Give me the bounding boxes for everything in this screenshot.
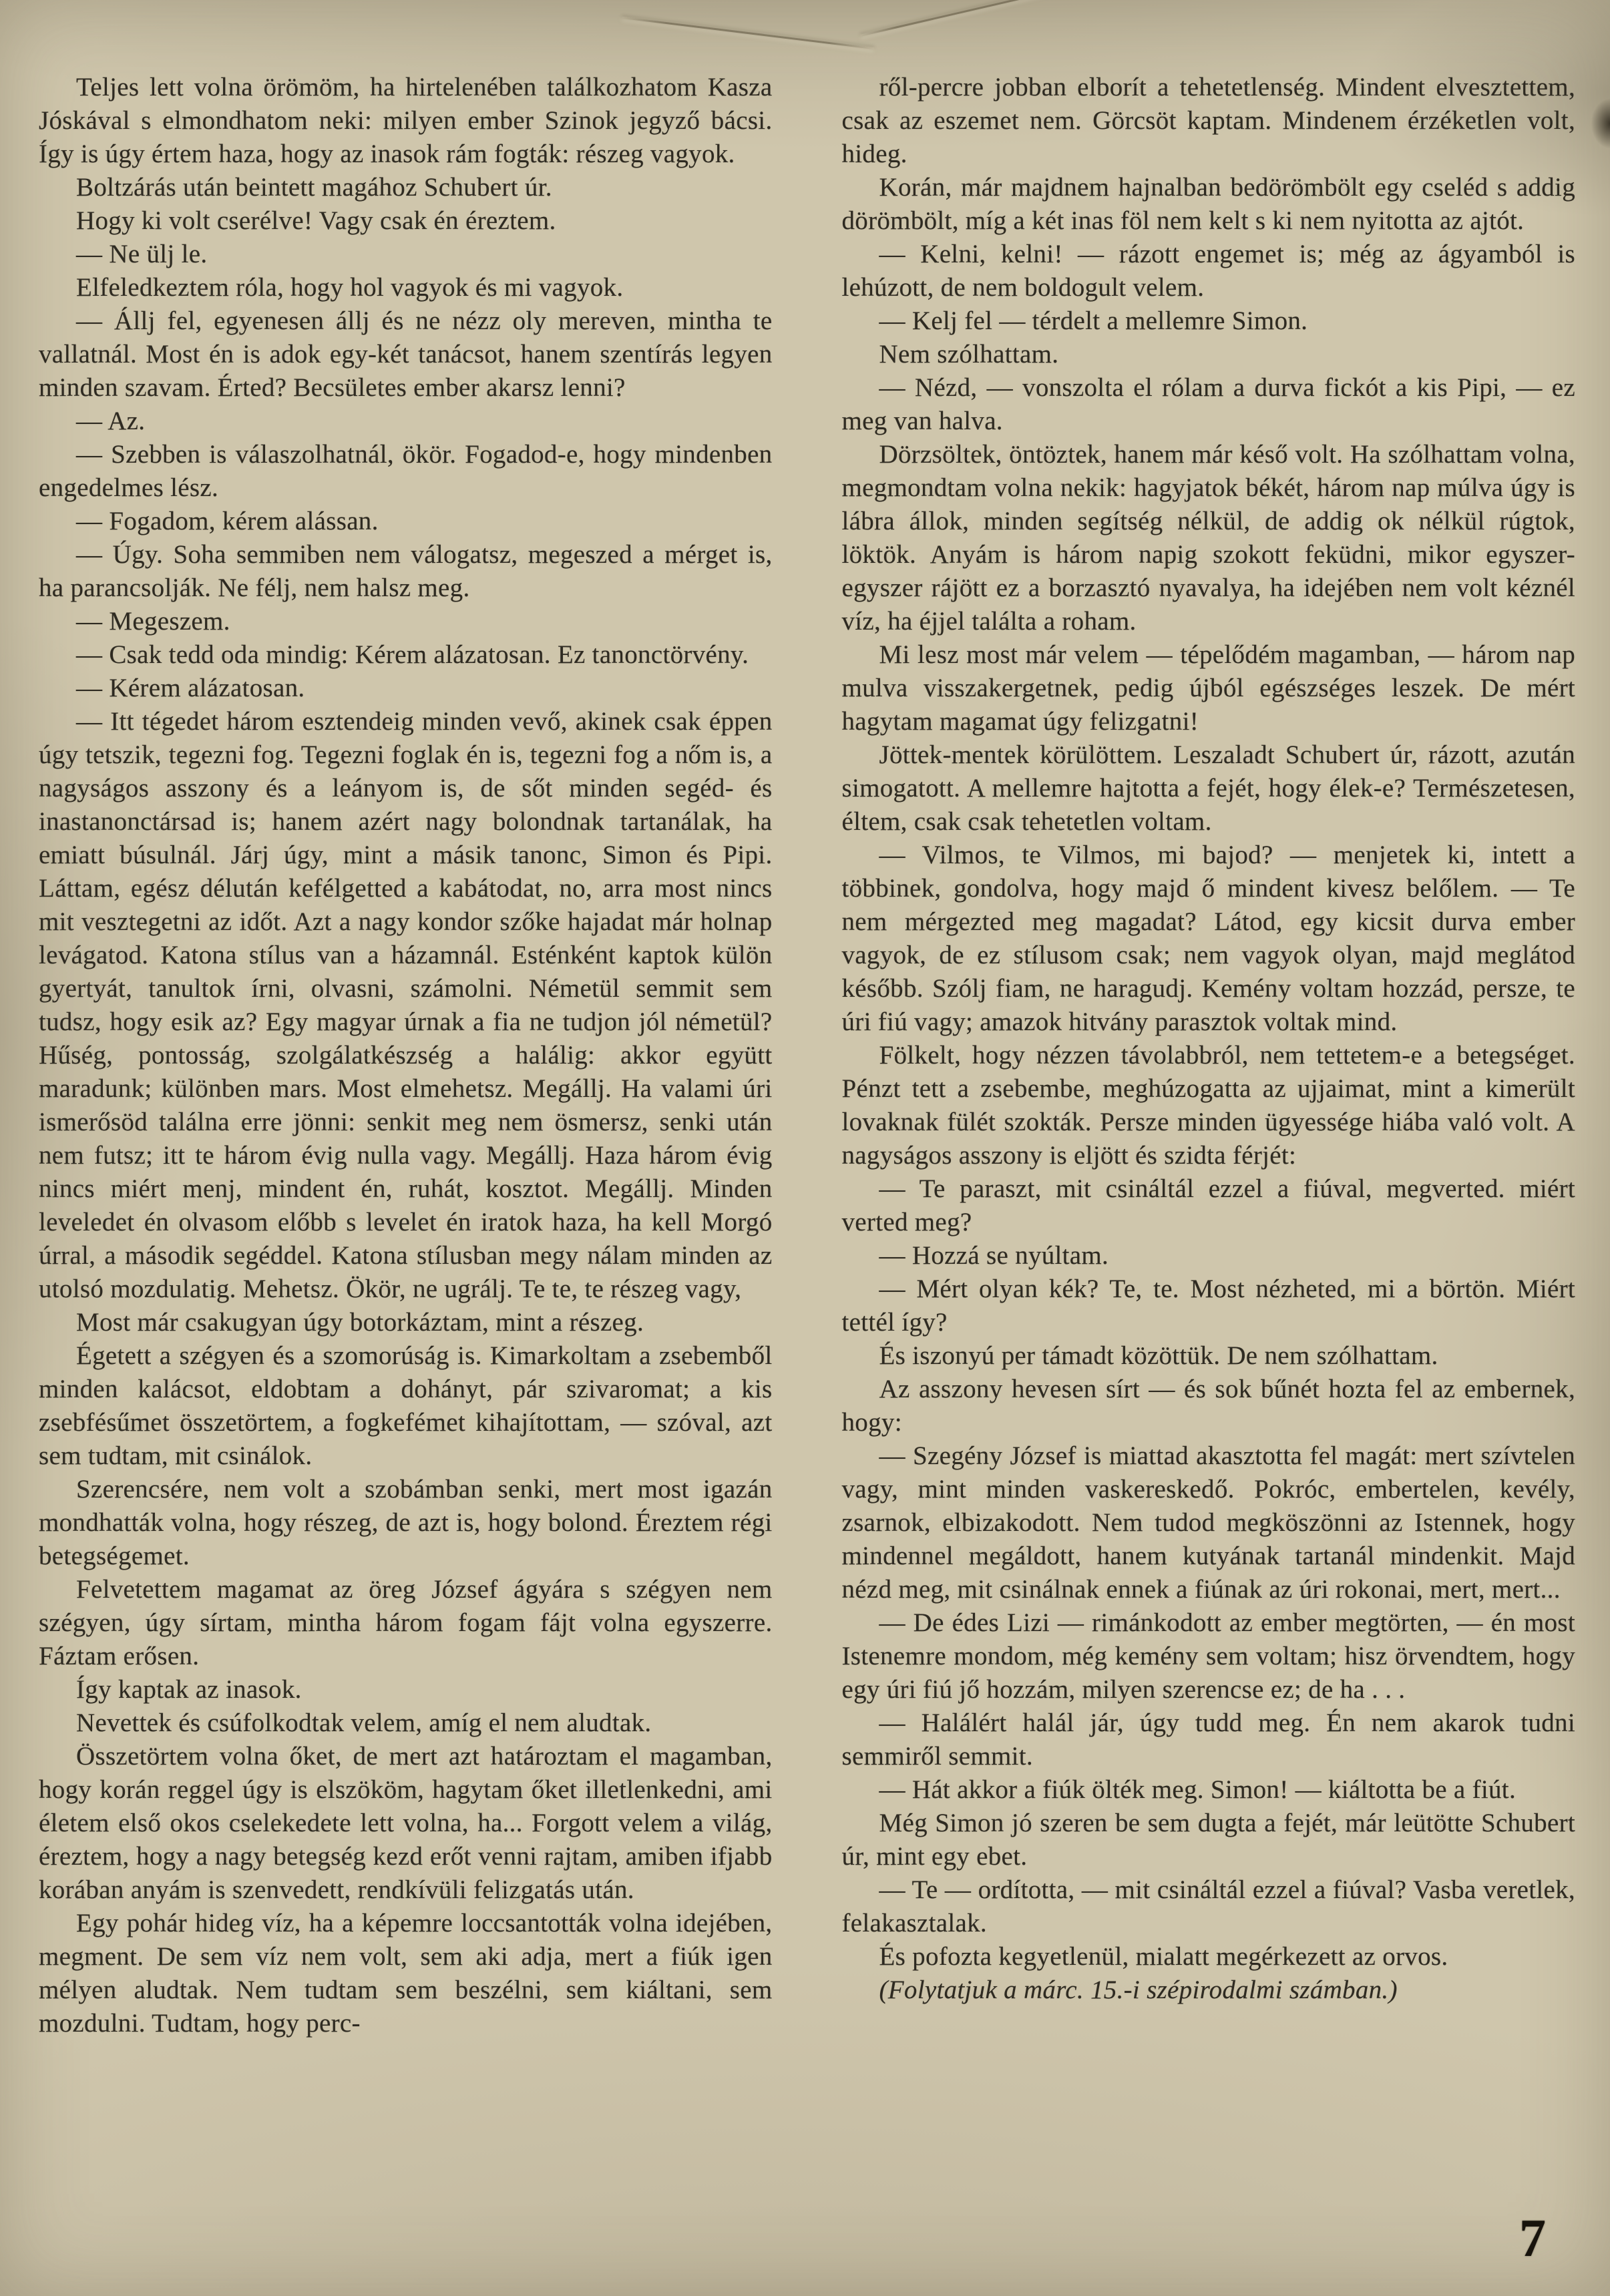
paragraph: — Csak tedd oda mindig: Kérem alázatosan. Ez tanonctörvény. (76, 640, 749, 669)
paragraph: — Az. (76, 407, 146, 435)
paragraph: — Te paraszt, mit csináltál ezzel a fiúval, megverted. miért verted meg? (841, 1174, 1575, 1236)
paragraph: — Halálért halál jár, úgy tudd meg. Én nem akarok tudni semmiről semmit. (841, 1708, 1575, 1771)
paragraph: Égetett a szégyen és a szomorúság is. Kimarkoltam a zsebemből minden kalácsot, eldobtam a dohányt, pár szivaromat; a kis zsebfésűmet összetörtem, a fogkefémet kihajítottam, — szóval, azt sem tudtam, mit csinálok. (39, 1341, 773, 1470)
paragraph: ről-percre jobban elborít a tehetetlenség. Mindent elvesztettem, csak az eszemet nem. Görcsöt kaptam. Mindenem érzéketlen volt, hideg. (841, 73, 1575, 168)
page-number: 7 (1519, 2209, 1546, 2268)
paragraph: Hogy ki volt cserélve! Vagy csak én éreztem. (76, 206, 556, 235)
paragraph: — Szebben is válaszolhatnál, ökör. Fogadod-e, hogy mindenben engedelmes lész. (39, 440, 773, 502)
paragraph: Fölkelt, hogy nézzen távolabbról, nem tettetem-e a betegséget. Pénzt tett a zsebembe, meghúzogatta az ujjaimat, mint a kimerült lovaknak fülét szokták. Persze minden ügyessége hiába való volt. A nagyságos asszony is eljött és szidta férjét: (841, 1041, 1575, 1170)
paragraph: Elfeledkeztem róla, hogy hol vagyok és mi vagyok. (76, 273, 624, 302)
paragraph: És pofozta kegyetlenül, mialatt megérkezett az orvos. (879, 1942, 1448, 1971)
paragraph: (Folytatjuk a márc. 15.-i szépirodalmi számban.) (879, 1976, 1398, 2004)
paragraph: — Ne ülj le. (76, 240, 208, 268)
fold-crease-left (622, 17, 874, 49)
paragraph: És iszonyú per támadt közöttük. De nem szólhattam. (879, 1341, 1438, 1370)
paragraph: — Nézd, — vonszolta el rólam a durva fickót a kis Pipi, — ez meg van halva. (841, 373, 1575, 435)
paragraph: Dörzsöltek, öntöztek, hanem már késő volt. Ha szólhattam volna, megmondtam volna nekik: hagyjatok békét, három nap múlva úgy is lábra állok, minden segítség nélkül, de addig ok nélkül rúgtok, löktök. Anyám is három napig szokott feküdni, mikor egyszer-egyszer rájött ez a borzasztó nyavalya, ha idejében nem volt kéznél víz, ha éjjel találta a roham. (841, 440, 1575, 636)
left-column (39, 71, 773, 2040)
paragraph: — Kérem alázatosan. (76, 674, 305, 702)
paragraph: — Itt tégedet három esztendeig minden vevő, akinek csak éppen úgy tetszik, tegezni fog. Tegezni foglak én is, tegezni fog a nőm is, a nagyságos asszony és a leányom is, de sőt minden segéd- és inastanonctársad is; hanem azért nagy bolondnak tartanálak, ha emiatt búsulnál. Járj úgy, mint a másik tanonc, Simon és Pipi. Láttam, egész délután kefélgetted a kabátodat, no, arra most nincs mit vesztegetni az időt. Azt a nagy kondor szőke hajadat már holnap levágatod. Katona stílus van a házamnál. Esténként kaptok külön gyertyát, tanultok írni, olvasni, számolni. Németül semmit sem tudsz, hogy esik az? Egy magyar úrnak a fia ne tudjon jól németül? Hűség, pontosság, szolgálatkészség a halálig: akkor együtt maradunk; különben mars. Most elmehetsz. Megállj. Ha valami úri ismerősöd találna erre jönni: senkit meg nem ösmersz, senki után nem futsz; itt te három évig nulla vagy. Megállj. Haza három évig nincs miért menj, mindent én, ruhát, kosztot. Megállj. Minden leveledet én olvasom előbb s levelet én iratok haza, ha kell Morgó úrral, a második segéddel. Katona stílusban megy nálam minden az utolsó mozdulatig. Mehetsz. Ökör, ne ugrálj. Te te, te részeg vagy, (39, 707, 773, 1303)
paragraph: Nem szólhattam. (879, 340, 1059, 369)
paragraph: Boltzárás után beintett magához Schubert úr. (76, 173, 552, 202)
paragraph: Szerencsére, nem volt a szobámban senki, mert most igazán mondhatták volna, hogy részeg, de azt is, hogy bolond. Éreztem régi betegségemet. (39, 1475, 773, 1570)
paragraph: — Kelj fel — térdelt a mellemre Simon. (879, 306, 1308, 335)
right-column (842, 71, 1576, 2040)
text-columns (39, 71, 1575, 2040)
paragraph: Még Simon jó szeren be sem dugta a fejét, már leütötte Schubert úr, mint egy ebet. (841, 1809, 1575, 1871)
paragraph: — Te — ordította, — mit csináltál ezzel a fiúval? Vasba veretlek, felakasztalak. (841, 1875, 1575, 1937)
paragraph: — Úgy. Soha semmiben nem válogatsz, megeszed a mérget is, ha parancsolják. Ne félj, nem halsz meg. (39, 540, 773, 602)
paragraph: Teljes lett volna örömöm, ha hirtelenében találkozhatom Kasza Jóskával s elmondhatom neki: milyen ember Szinok jegyző bácsi. Így is úgy értem haza, hogy az inasok rám fogták: részeg vagyok. (39, 73, 773, 168)
paragraph: Így kaptak az inasok. (76, 1675, 302, 1704)
paragraph: — Állj fel, egyenesen állj és ne nézz oly mereven, mintha te vallatnál. Most én is adok egy-két tanácsot, hanem szentírás legyen minden szavam. Érted? Becsületes ember akarsz lenni? (39, 306, 773, 402)
paragraph: — Mért olyan kék? Te, te. Most nézheted, mi a börtön. Miért tettél így? (841, 1275, 1575, 1337)
paragraph: Egy pohár hideg víz, ha a képemre loccsantották volna idejében, megment. De sem víz nem volt, sem aki adja, mert a fiúk igen mélyen aludtak. Nem tudtam sem beszélni, sem kiáltani, sem mozdulni. Tudtam, hogy perc- (39, 1909, 773, 2038)
paragraph: — Vilmos, te Vilmos, mi bajod? — menjetek ki, intett a többinek, gondolva, hogy majd ő mindent kivesz belőlem. — Te nem mérgezted meg magadat? Látod, egy kicsit durva ember vagyok, de ez stílusom csak; nem vagyok olyan, majd meglátod később. Szólj fiam, ne haragudj. Kemény voltam hozzád, persze, te úri fiú vagy; amazok hitvány parasztok voltak mind. (841, 841, 1575, 1036)
paragraph: Jöttek-mentek körülöttem. Leszaladt Schubert úr, rázott, azután simogatott. A mellemre hajtotta a fejét, hogy élek-e? Természetesen, éltem, csak csak tehetetlen voltam. (841, 740, 1575, 836)
paragraph: — Fogadom, kérem alássan. (76, 507, 379, 535)
paragraph: — Kelni, kelni! — rázott engemet is; még az ágyamból is lehúzott, de nem boldogult velem. (841, 240, 1575, 302)
paragraph: Most már csakugyan úgy botorkáztam, mint a részeg. (76, 1308, 644, 1337)
paragraph: — De édes Lizi — rimánkodott az ember megtörten, — én most Istenemre mondom, még kemény sem voltam; hisz örvendtem, hogy egy úri fiú jő hozzám, milyen szerencse ez; de ha . . . (841, 1608, 1575, 1704)
paragraph: — Szegény József is miattad akasztotta fel magát: mert szívtelen vagy, mint minden vaskereskedő. Pokróc, embertelen, kevély, zsarnok, elbizakodott. Nem tudod megköszönni az Istennek, hogy mindennel megáldott, hanem kutyának tartanál mindenkit. Majd nézd meg, mit csinálnak ennek a fiúnak az úri rokonai, mert, mert... (841, 1441, 1575, 1604)
paragraph: — Hát akkor a fiúk ölték meg. Simon! — kiáltotta be a fiút. (879, 1775, 1516, 1804)
paragraph: — Megeszem. (76, 607, 230, 636)
paragraph: Összetörtem volna őket, de mert azt határoztam el magamban, hogy korán reggel úgy is elszököm, hagytam őket illetlenkedni, ami életem első okos cselekedete lett volna, ha... Forgott velem a világ, éreztem, hogy a nagy betegség kezd erőt venni rajtam, amiben ifjabb korában anyám is szenvedett, rendkívüli felizgatás után. (39, 1742, 773, 1904)
fold-crease-right (861, 0, 1056, 37)
paragraph: Mi lesz most már velem — tépelődém magamban, — három nap mulva visszakergetnek, pedig újból egészséges leszek. De mért hagytam magamat úgy felizgatni! (841, 640, 1575, 736)
paragraph: — Hozzá se nyúltam. (879, 1241, 1109, 1270)
paragraph: Nevettek és csúfolkodtak velem, amíg el nem aludtak. (76, 1708, 652, 1737)
paragraph: Felvetettem magamat az öreg József ágyára s szégyen nem szégyen, úgy sírtam, mintha három fogam fájt volna egyszerre. Fáztam erősen. (39, 1575, 773, 1670)
ink-smudge (1591, 99, 1610, 148)
paragraph: Korán, már majdnem hajnalban bedörömbölt egy cseléd s addig dörömbölt, míg a két inas föl nem kelt s ki nem nyitotta az ajtót. (841, 173, 1575, 235)
paragraph: Az asszony hevesen sírt — és sok bűnét hozta fel az embernek, hogy: (841, 1375, 1575, 1437)
